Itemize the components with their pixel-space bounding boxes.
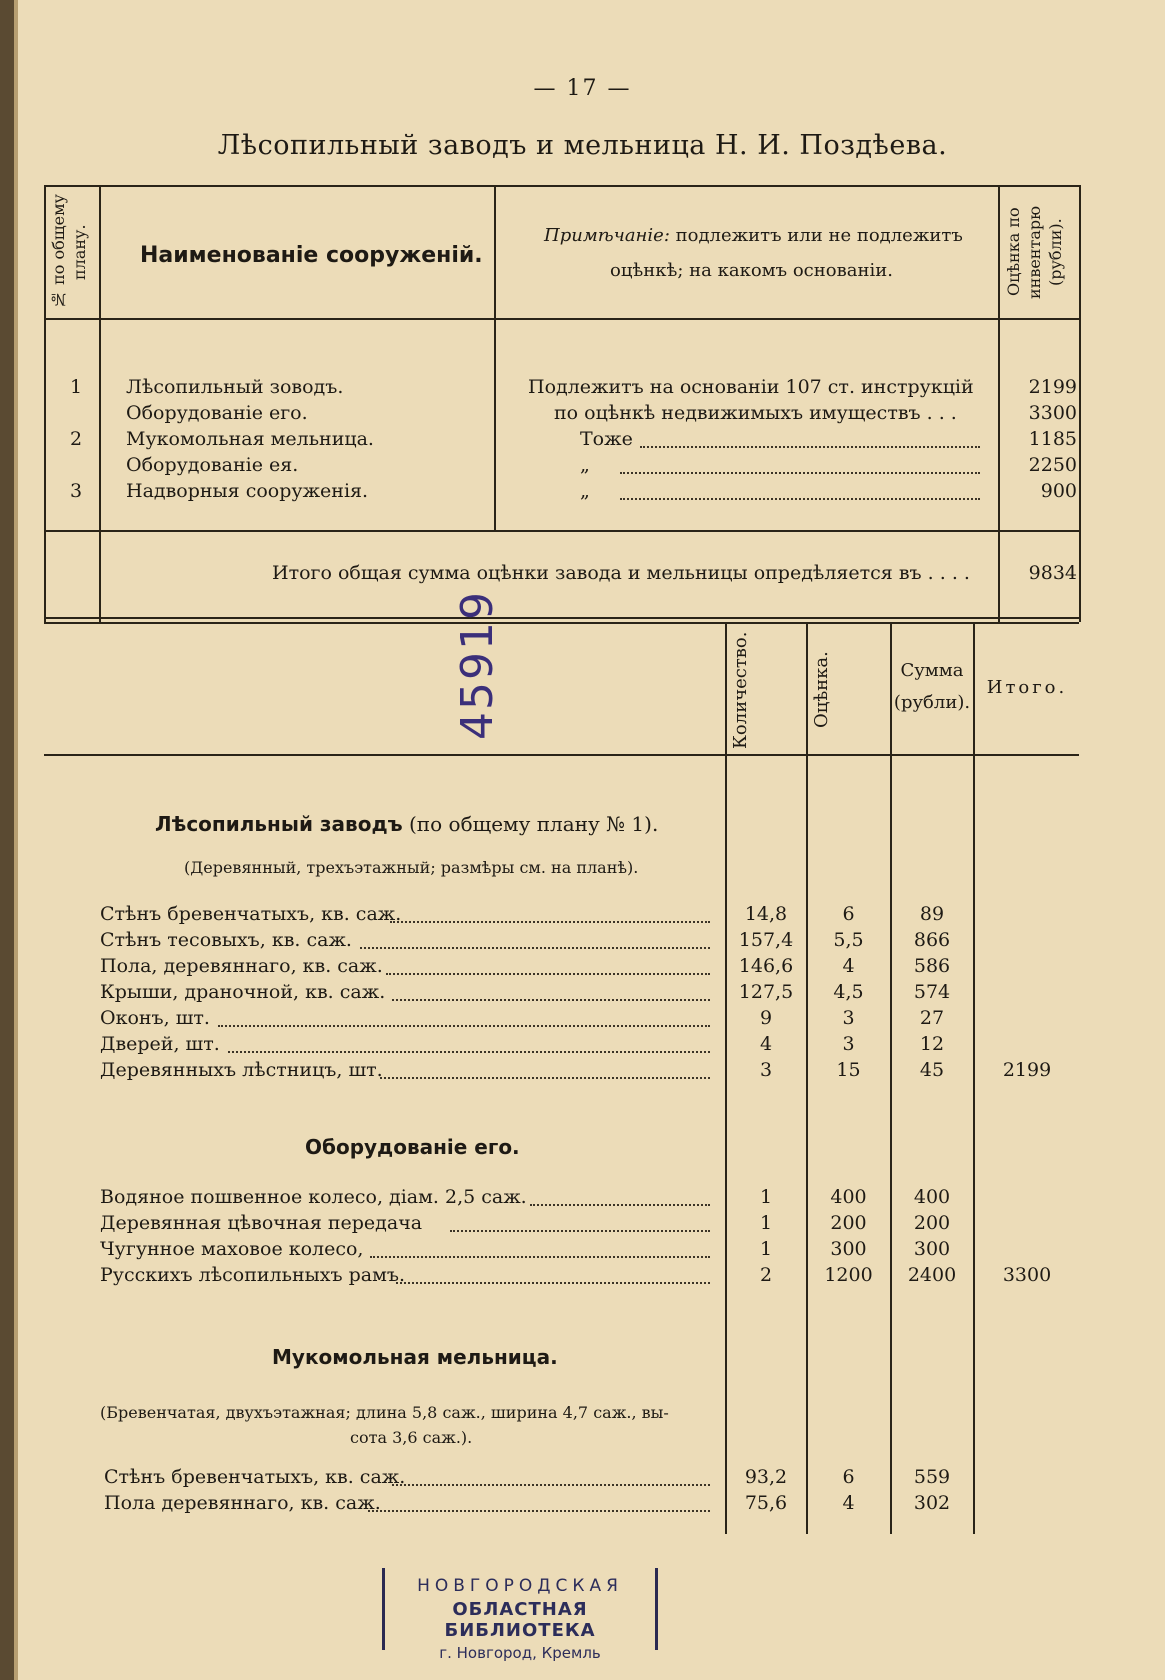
section-sawmill-subtitle: (Деревянный, трехъэтажный; размѣры см. на планѣ).	[184, 858, 639, 877]
table1-rows-bottom	[44, 530, 1079, 532]
row4-name: Оборудованіе ея.	[126, 454, 299, 476]
table-row-sum: 400	[913, 1186, 951, 1208]
table-row-rate: 4,5	[833, 981, 864, 1003]
leader-dots	[368, 1510, 710, 1512]
table1-left-border	[44, 185, 46, 622]
row2-name: Оборудованіе его.	[126, 402, 308, 424]
library-stamp	[382, 1568, 658, 1662]
stamp-line-2: ОБЛАСТНАЯ БИБЛИОТЕКА	[444, 1599, 596, 1641]
header-total: Итого.	[986, 677, 1068, 698]
table1-col1-divider	[99, 185, 101, 622]
section-equipment-title: Оборудованіе его.	[305, 1135, 520, 1159]
table-row-rate: 1200	[824, 1264, 873, 1286]
section-sawmill-suffix: (по общему плану № 1).	[409, 812, 659, 836]
row5-note: „	[580, 480, 590, 502]
header-quantity: Количество.	[730, 631, 751, 749]
stamp-line-3: г. Новгород, Кремль	[439, 1644, 601, 1662]
table-row-name: Пола, деревяннаго, кв. саж.	[100, 955, 383, 977]
table-row-rate: 200	[830, 1212, 867, 1234]
row4-value: 2250	[1028, 454, 1077, 476]
table-row-sum: 302	[913, 1492, 951, 1514]
table-row-qty: 146,6	[738, 955, 794, 977]
row5-name: Надворныя сооруженія.	[126, 480, 369, 502]
total-value: 9834	[1028, 562, 1077, 584]
table-row-sum: 27	[919, 1007, 945, 1029]
table-row-rate: 400	[830, 1186, 867, 1208]
table-row-sum: 574	[913, 981, 951, 1003]
table-row-sum: 586	[913, 955, 951, 977]
table-row-total: 3300	[1002, 1264, 1052, 1286]
table-row-rate: 6	[842, 903, 855, 925]
book-binding-shadow	[14, 0, 18, 1680]
table-row-sum: 200	[913, 1212, 951, 1234]
section-sawmill-title	[155, 812, 658, 836]
table-row-sum: 2400	[907, 1264, 957, 1286]
row1-number: 1	[70, 376, 83, 398]
table-row-sum: 12	[919, 1033, 945, 1055]
table-row-name: Деревянныхъ лѣстницъ, шт.	[100, 1059, 383, 1081]
table-row-qty: 4	[759, 1033, 773, 1055]
row1-value: 2199	[1028, 376, 1077, 398]
row4-note: „	[580, 454, 590, 476]
header-estimate: Оцѣнка по инвентарю (рубли).	[1004, 205, 1065, 299]
leader-dots	[396, 1282, 710, 1284]
table-row-name: Стѣнъ тесовыхъ, кв. саж.	[100, 929, 352, 951]
section-flourmill-subtitle-2: сота 3,6 саж.).	[350, 1428, 473, 1447]
leader-dots	[392, 1484, 710, 1486]
table-row-sum: 45	[919, 1059, 945, 1081]
table-row-name: Дверей, шт.	[100, 1033, 220, 1055]
table-row-qty: 3	[759, 1059, 773, 1081]
header-note-rest: подлежитъ или не подлежитъ	[669, 225, 963, 246]
row5-number: 3	[70, 480, 83, 502]
leader-dots	[530, 1204, 710, 1206]
header-plan-number: № по общему плану.	[49, 194, 89, 310]
leader-dots	[370, 1256, 710, 1258]
page-number: — 17 —	[533, 76, 632, 101]
table-row-name: Стѣнъ бревенчатыхъ, кв. саж.	[104, 1466, 406, 1488]
row3-name: Мукомольная мельница.	[126, 428, 374, 450]
table-row-rate: 4	[842, 955, 855, 977]
table-row-sum: 89	[919, 903, 945, 925]
book-binding-edge	[0, 0, 14, 1680]
table-row-qty: 157,4	[738, 929, 794, 951]
table-row-rate: 15	[836, 1059, 861, 1081]
row3-leader-dots	[640, 446, 980, 448]
table1-right-border	[1079, 185, 1081, 622]
page-title: Лѣсопильный заводъ и мельница Н. И. Поздѣева.	[217, 130, 948, 161]
table1-bottom-border	[44, 617, 1079, 619]
table-row-rate: 5,5	[833, 929, 864, 951]
section-flourmill-subtitle-1: (Бревенчатая, двухъэтажная; длина 5,8 саж., ширина 4,7 саж., вы-	[100, 1403, 669, 1422]
table-row-sum: 559	[913, 1466, 951, 1488]
table-row-qty: 75,6	[744, 1492, 788, 1514]
table-row-rate: 3	[842, 1007, 855, 1029]
table-row-rate: 3	[842, 1033, 855, 1055]
row3-value: 1185	[1028, 428, 1077, 450]
leader-dots	[380, 1077, 710, 1079]
table-row-qty: 93,2	[744, 1466, 788, 1488]
stamp-line-1: НОВГОРОДСКАЯ	[417, 1576, 623, 1596]
table-row-name: Водяное пошвенное колесо, діам. 2,5 саж.	[100, 1186, 527, 1208]
row3-number: 2	[70, 428, 83, 450]
leader-dots	[392, 999, 710, 1001]
row1-name: Лѣсопильный зоводъ.	[126, 376, 344, 398]
table1-top-border	[44, 185, 1079, 187]
header-structure-name: Наименованіе сооруженій.	[140, 243, 483, 268]
row5-leader-dots	[620, 498, 980, 500]
table-row-name: Стѣнъ бревенчатыхъ, кв. саж.	[100, 903, 402, 925]
row2-note: по оцѣнкѣ недвижимыхъ имуществъ . . .	[554, 402, 957, 424]
leader-dots	[450, 1230, 710, 1232]
row3-note: Тоже	[580, 428, 633, 450]
table1-col2-divider	[494, 185, 496, 530]
table-row-total: 2199	[1002, 1059, 1052, 1081]
leader-dots	[360, 947, 710, 949]
table-row-name: Пола деревяннаго, кв. саж.	[104, 1492, 381, 1514]
table2-header-bottom	[44, 754, 1079, 756]
table-row-name: Оконъ, шт.	[100, 1007, 210, 1029]
table-row-qty: 2	[759, 1264, 773, 1286]
header-note-label: Примѣчаніе:	[544, 225, 670, 246]
table-row-qty: 127,5	[738, 981, 794, 1003]
table-row-qty: 14,8	[744, 903, 788, 925]
header-note-line2: оцѣнкѣ; на какомъ основаніи.	[610, 260, 893, 281]
table-row-name: Крыши, драночной, кв. саж.	[100, 981, 386, 1003]
table-row-rate: 6	[842, 1466, 855, 1488]
table-row-qty: 1	[759, 1212, 773, 1234]
handwritten-inventory-number: 45919	[452, 590, 503, 740]
header-rate: Оцѣнка.	[811, 651, 832, 729]
header-sum: Сумма (рубли).	[893, 660, 971, 713]
table-row-qty: 1	[759, 1238, 773, 1260]
total-label: Итого общая сумма оцѣнки завода и мельницы опредѣляется въ . . . .	[272, 562, 970, 584]
table-row-sum: 300	[913, 1238, 951, 1260]
row5-value: 900	[1040, 480, 1077, 502]
table1-bottom-double	[44, 622, 1079, 624]
row4-leader-dots	[620, 472, 980, 474]
table-row-rate: 300	[830, 1238, 867, 1260]
section-flourmill-title: Мукомольная мельница.	[272, 1345, 558, 1369]
leader-dots	[386, 973, 710, 975]
header-note-line1	[544, 225, 963, 246]
section-sawmill-name: Лѣсопильный заводъ	[155, 812, 403, 836]
leader-dots	[228, 1051, 710, 1053]
leader-dots	[390, 921, 710, 923]
table-row-qty: 9	[759, 1007, 773, 1029]
table1-header-bottom	[44, 318, 1079, 320]
row1-note: Подлежитъ на основаніи 107 ст. инструкцій	[528, 376, 974, 398]
table-row-name: Деревянная цѣвочная передача	[100, 1212, 423, 1234]
table-row-qty: 1	[759, 1186, 773, 1208]
table-row-rate: 4	[842, 1492, 855, 1514]
leader-dots	[218, 1025, 710, 1027]
row2-value: 3300	[1028, 402, 1077, 424]
table-row-name: Чугунное маховое колесо,	[100, 1238, 364, 1260]
table-row-sum: 866	[913, 929, 951, 951]
table-row-name: Русскихъ лѣсопильныхъ рамъ.	[100, 1264, 406, 1286]
